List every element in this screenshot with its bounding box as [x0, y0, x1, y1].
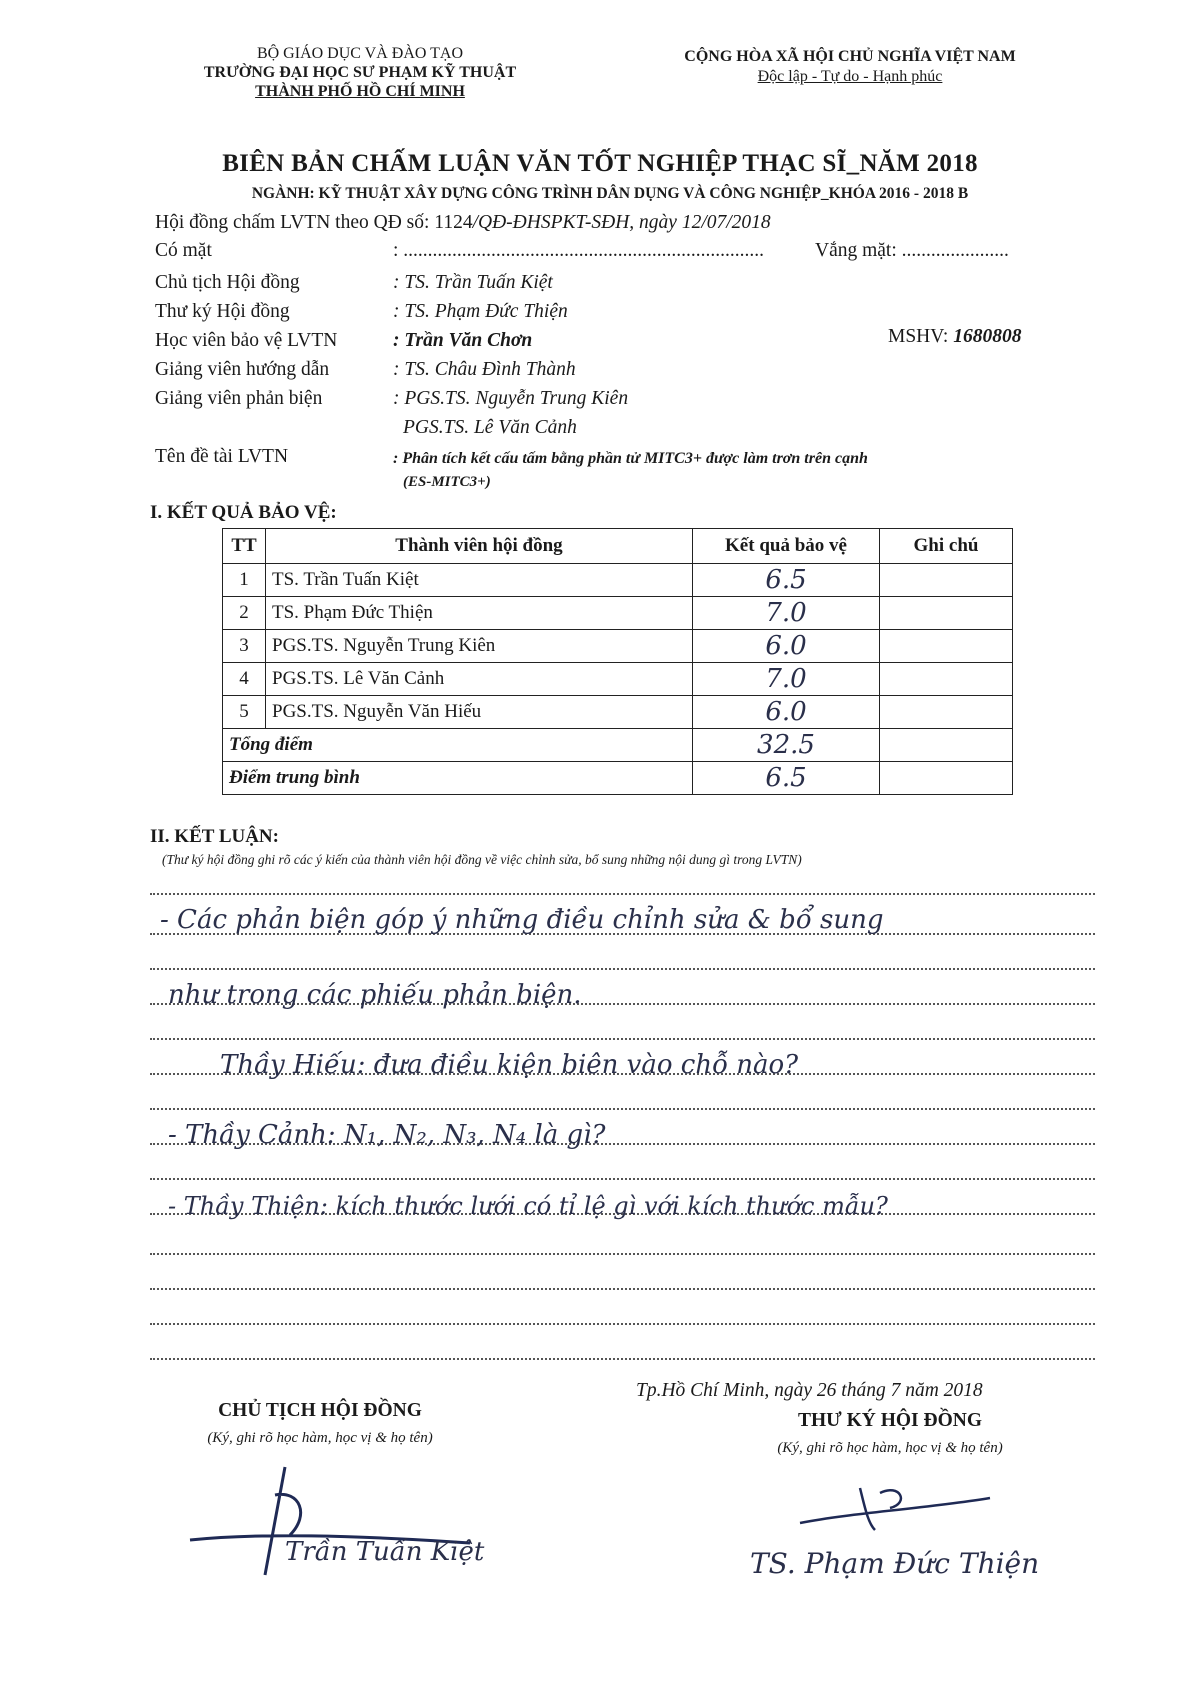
republic-name: CỘNG HÒA XÃ HỘI CHỦ NGHĨA VIỆT NAM	[684, 48, 1016, 65]
student-id-label: MSHV:	[888, 326, 949, 347]
row-score: 7.0	[693, 663, 880, 696]
dotted-line	[150, 1178, 1095, 1180]
student-id-value: 1680808	[953, 326, 1022, 347]
chair-signature-note: (Ký, ghi rõ học hàm, học vị & họ tên)	[207, 1430, 433, 1446]
average-score: 6.5	[693, 762, 880, 795]
row-score: 7.0	[693, 597, 880, 630]
decision-suffix: /QĐ-ĐHSPKT-SĐH, ngày 12/07/2018	[472, 212, 771, 233]
table-row	[223, 630, 1013, 663]
republic-header	[640, 47, 1060, 87]
ministry-name: BỘ GIÁO DỤC VÀ ĐÀO TẠO	[256, 45, 464, 62]
decision-prefix: Hội đồng chấm LVTN theo QĐ số: 1124	[155, 212, 473, 233]
table-header-row	[223, 529, 1013, 564]
document-title: BIÊN BẢN CHẤM LUẬN VĂN TỐT NGHIỆP THẠC SĨ_NĂM 2018	[222, 150, 978, 177]
conclusion-line-5: - Thầy Thiện: kích thước lưới có tỉ lệ gì với kích thước mẫu?	[168, 1192, 888, 1220]
row-score: 6.5	[693, 564, 880, 597]
row-score: 6.0	[693, 630, 880, 663]
advisor-value: : TS. Châu Đình Thành	[393, 359, 576, 380]
conclusion-line-4: - Thầy Cảnh: N₁, N₂, N₃, N₄ là gì?	[168, 1120, 606, 1150]
chair-signed-name: Trần Tuấn Kiệt	[285, 1537, 485, 1567]
total-row	[223, 729, 1013, 762]
row-no: 4	[223, 663, 266, 696]
chair-signature-title: CHỦ TỊCH HỘI ĐỒNG	[218, 1400, 422, 1421]
secretary-signature	[790, 1468, 1020, 1538]
table-row	[223, 663, 1013, 696]
thesis-label: Tên đề tài LVTN	[155, 446, 289, 467]
table-row	[223, 597, 1013, 630]
total-note	[880, 729, 1013, 762]
secretary-signed-name: TS. Phạm Đức Thiện	[750, 1547, 1040, 1580]
row-note	[880, 564, 1013, 597]
col-header-no: TT	[223, 529, 266, 564]
dotted-line	[150, 1323, 1095, 1325]
total-label: Tổng điểm	[223, 729, 693, 762]
row-no: 3	[223, 630, 266, 663]
reviewer-value-2: PGS.TS. Lê Văn Cảnh	[403, 417, 577, 438]
present-label: Có mặt	[155, 240, 212, 261]
decision-line	[155, 212, 771, 234]
dotted-line	[150, 1253, 1095, 1255]
date-line: Tp.Hồ Chí Minh, ngày 26 tháng 7 năm 2018	[636, 1380, 983, 1401]
row-member: PGS.TS. Lê Văn Cảnh	[266, 663, 693, 696]
present-value: : ..........................................................................	[393, 240, 765, 261]
reviewer-label: Giảng viên phản biện	[155, 388, 323, 409]
col-header-result: Kết quả bảo vệ	[693, 529, 880, 564]
row-member: TS. Trần Tuấn Kiệt	[266, 564, 693, 597]
row-no: 5	[223, 696, 266, 729]
row-member: PGS.TS. Nguyễn Trung Kiên	[266, 630, 693, 663]
secretary-signature-note: (Ký, ghi rõ học hàm, học vị & họ tên)	[777, 1440, 1003, 1456]
row-note	[880, 597, 1013, 630]
student-id	[888, 326, 1021, 348]
conclusion-line-2: như trong các phiếu phản biện.	[168, 980, 582, 1010]
secretary-value: : TS. Phạm Đức Thiện	[393, 301, 568, 322]
results-table	[222, 528, 1013, 795]
committee-info	[155, 268, 1055, 448]
col-header-note: Ghi chú	[880, 529, 1013, 564]
average-row	[223, 762, 1013, 795]
chair-label: Chủ tịch Hội đồng	[155, 272, 300, 293]
row-member: TS. Phạm Đức Thiện	[266, 597, 693, 630]
conclusion-line-3: Thầy Hiếu: đưa điều kiện biên vào chỗ nào?	[220, 1050, 799, 1080]
student-value: : Trần Văn Chơn	[393, 330, 533, 351]
dotted-line	[150, 1108, 1095, 1110]
school-name-line1: TRƯỜNG ĐẠI HỌC SƯ PHẠM KỸ THUẬT	[203, 64, 517, 81]
row-no: 2	[223, 597, 266, 630]
row-note	[880, 630, 1013, 663]
document-subtitle: NGÀNH: KỸ THUẬT XÂY DỰNG CÔNG TRÌNH DÂN DỤNG VÀ CÔNG NGHIỆP_KHÓA 2016 - 2018 B	[251, 185, 969, 202]
average-note	[880, 762, 1013, 795]
conclusion-instruction: (Thư ký hội đồng ghi rõ các ý kiến của thành viên hội đồng về việc chỉnh sửa, bổ sung những nội dung gì trong LVTN)	[162, 852, 802, 867]
school-name-line2: THÀNH PHỐ HỒ CHÍ MINH	[255, 83, 465, 100]
dotted-line	[150, 968, 1095, 970]
chair-value: : TS. Trần Tuấn Kiệt	[393, 272, 553, 293]
col-header-member: Thành viên hội đồng	[266, 529, 693, 564]
section-conclusion-heading: II. KẾT LUẬN:	[150, 826, 279, 847]
row-score: 6.0	[693, 696, 880, 729]
row-member: PGS.TS. Nguyễn Văn Hiếu	[266, 696, 693, 729]
thesis-title-line2: (ES-MITC3+)	[403, 474, 491, 490]
dotted-line	[150, 1288, 1095, 1290]
row-note	[880, 696, 1013, 729]
national-motto: Độc lập - Tự do - Hạnh phúc	[757, 68, 943, 85]
section-results-heading: I. KẾT QUẢ BẢO VỆ:	[150, 502, 337, 523]
row-note	[880, 663, 1013, 696]
row-no: 1	[223, 564, 266, 597]
secretary-label: Thư ký Hội đồng	[155, 301, 290, 322]
advisor-label: Giảng viên hướng dẫn	[155, 359, 330, 380]
table-row	[223, 696, 1013, 729]
student-label: Học viên bảo vệ LVTN	[155, 330, 338, 351]
table-row	[223, 564, 1013, 597]
secretary-signature-title: THƯ KÝ HỘI ĐỒNG	[798, 1410, 982, 1431]
dotted-line	[150, 1358, 1095, 1360]
absent-label: Vắng mặt: ......................	[815, 240, 1009, 261]
conclusion-line-1: - Các phản biện góp ý những điều chỉnh sửa & bổ sung	[160, 905, 884, 935]
total-score: 32.5	[693, 729, 880, 762]
thesis-title-line1: : Phân tích kết cấu tấm bằng phần tử MITC3+ được làm trơn trên cạnh	[393, 450, 868, 467]
dotted-line	[150, 893, 1095, 895]
school-header	[150, 44, 570, 101]
reviewer-value-1: : PGS.TS. Nguyễn Trung Kiên	[393, 388, 629, 409]
dotted-line	[150, 1038, 1095, 1040]
average-label: Điểm trung bình	[223, 762, 693, 795]
